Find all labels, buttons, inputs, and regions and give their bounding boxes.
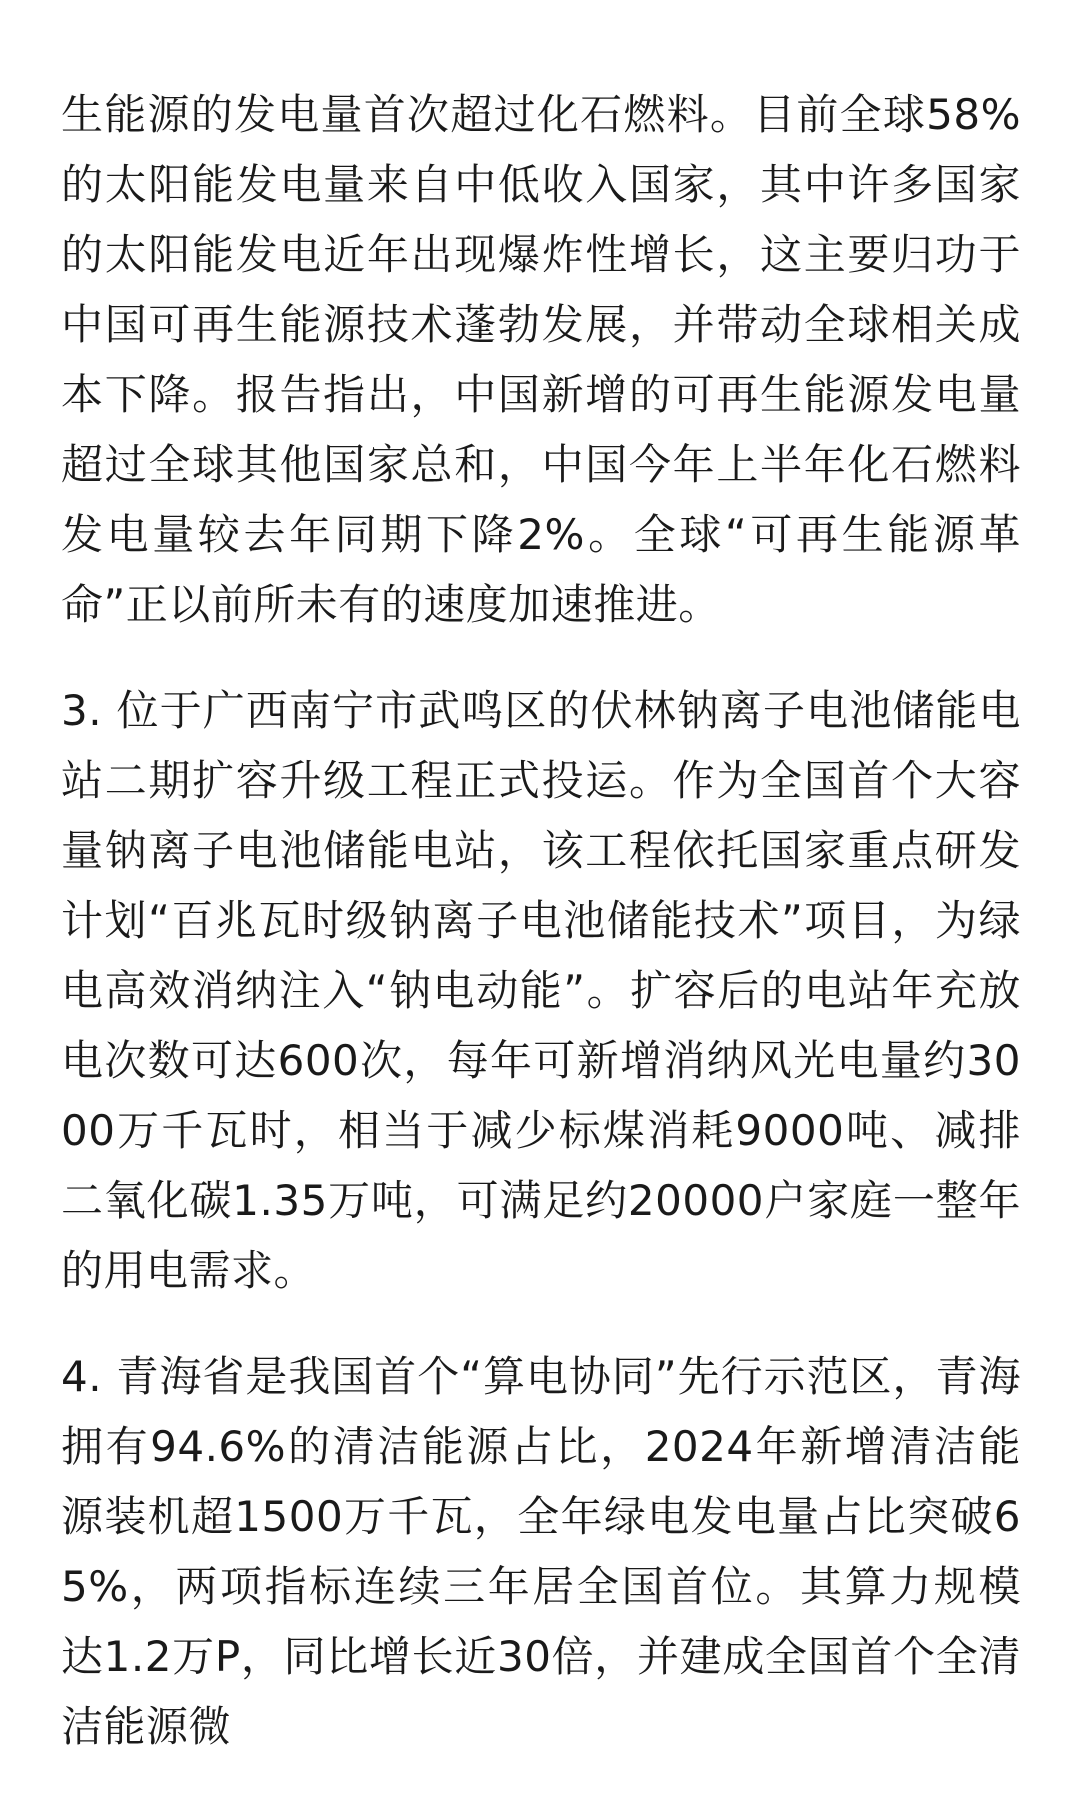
paragraph-sodium-ion-storage: 3. 位于广西南宁市武鸣区的伏林钠离子电池储能电站二期扩容升级工程正式投运。作为全国首个大容量钠离子电池储能电站，该工程依托国家重点研发计划“百兆瓦时级钠离子电池储能技术”项目，为绿电高效消纳注入“钠电动能”。扩容后的电站年充放电次数可达600次，每年可新增消纳风光电量约3000万千瓦时，相当于减少标煤消耗9000吨、减排二氧化碳1.35万吨，可满足约20000户家庭一整年的用电需求。 [61, 686, 1021, 1295]
article-body [61, 80, 1021, 1798]
paragraph-renewable-energy: 生能源的发电量首次超过化石燃料。目前全球58%的太阳能发电量来自中低收入国家，其中许多国家的太阳能发电近年出现爆炸性增长，这主要归功于中国可再生能源技术蓬勃发展，并带动全球相关成本下降。报告指出，中国新增的可再生能源发电量超过全球其他国家总和，中国今年上半年化石燃料发电量较去年同期下降2%。全球“可再生能源革命”正以前所未有的速度加速推进。 [61, 90, 1021, 629]
paragraph-qinghai-computing: 4. 青海省是我国首个“算电协同”先行示范区，青海拥有94.6%的清洁能源占比，2024年新增清洁能源装机超1500万千瓦，全年绿电发电量占比突破65%，两项指标连续三年居全国首位。其算力规模达1.2万P，同比增长近30倍，并建成全国首个全清洁能源微 [61, 1352, 1021, 1751]
